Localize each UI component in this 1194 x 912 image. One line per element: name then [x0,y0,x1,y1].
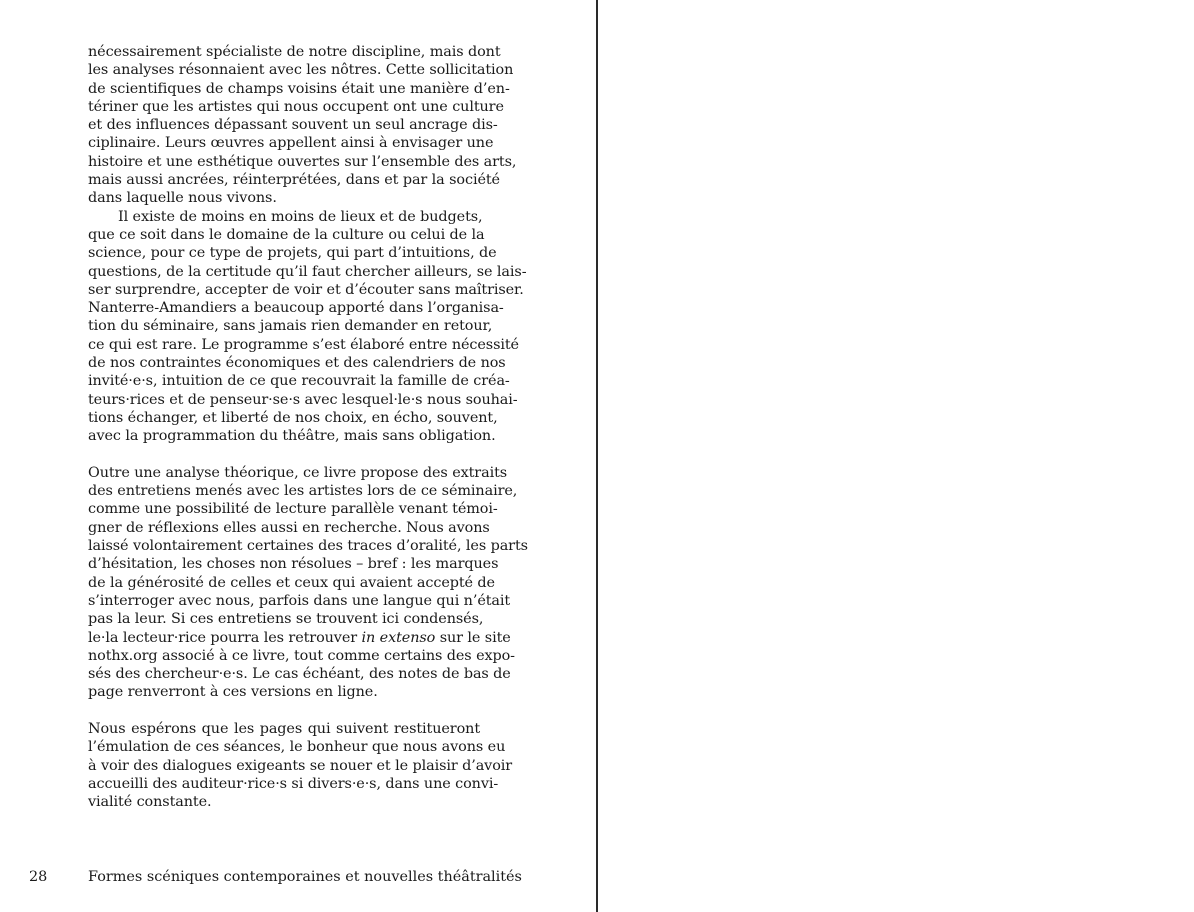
text-line: nécessairement spécialiste de notre discipline, mais dont [88,44,501,60]
paragraph [88,208,527,446]
running-title: Formes scéniques contemporaines et nouvelles théâtralités [88,869,522,885]
text-line: ciplinaire. Leurs œuvres appellent ainsi à envisager une [88,135,494,152]
text-line: vialité constante. [88,794,212,811]
text-line: tériner que les artistes qui nous occupent ont une culture [88,98,504,115]
text-line: tion du séminaire, sans jamais rien demander en retour, [88,318,493,335]
body-text [88,43,528,811]
right-page-blank [598,0,1194,912]
text-line: d’hésitation, les choses non résolues – bref : les marques [88,556,499,573]
page-number: 28 [29,869,48,885]
text-line: mais aussi ancrées, réinterprétées, dans et par la société [88,172,500,189]
text-line: et des influences dépassant souvent un seul ancrage dis- [88,117,498,134]
paragraph [88,43,517,208]
text-line: laissé volontairement certaines des traces d’oralité, les parts [88,538,528,555]
paragraph-gap [88,702,480,720]
text-line: s’interroger avec nous, parfois dans une langue qui n’était [88,592,511,609]
text-line: invité·e·s, intuition de ce que recouvrait la famille de créa- [88,373,510,390]
text-line: pas la leur. Si ces entretiens se trouvent ici condensés, [88,611,484,628]
text-line: Nous espérons que les pages qui suivent restitueront [88,720,480,737]
text-line: questions, de la certitude qu’il faut chercher ailleurs, se lais- [88,263,527,280]
text-line: nothx.org associé à ce livre, tout comme certains des expo- [88,647,515,664]
text-line: l’émulation de ces séances, le bonheur que nous avons eu [88,739,506,756]
text-line: des entretiens menés avec les artistes lors de ce séminaire, [88,483,518,500]
text-line: comme une possibilité de lecture parallèle venant témoi- [88,501,498,518]
text-line: avec la programmation du théâtre, mais sans obligation. [88,428,496,445]
paragraph [88,720,513,811]
text-line: science, pour ce type de projets, qui part d’intuitions, de [88,245,497,262]
text-line: de nos contraintes économiques et des calendriers de nos [88,355,506,372]
text-line: page renverront à ces versions en ligne. [88,684,378,701]
text-line: histoire et une esthétique ouvertes sur l’ensemble des arts, [88,153,517,170]
text-line: teurs·rices et de penseur·se·s avec lesquel·le·s nous souhai- [88,391,518,408]
paragraph [88,464,528,702]
text-line: Outre une analyse théorique, ce livre propose des extraits [88,464,508,481]
text-line: ser surprendre, accepter de voir et d’écouter sans maîtriser. [88,281,524,298]
text-line: le·la lecteur·rice pourra les retrouver in extenso sur le site [88,629,511,646]
text-line: Nanterre-Amandiers a beaucoup apporté dans l’organisa- [88,300,504,317]
text-line: de scientifiques de champs voisins était une manière d’en- [88,80,510,97]
text-line: de la générosité de celles et ceux qui avaient accepté de [88,574,495,591]
text-line: accueilli des auditeur·rice·s si divers·e·s, dans une convi- [88,775,499,792]
text-line: ce qui est rare. Le programme s’est élaboré entre nécessité [88,336,519,353]
text-line: dans laquelle nous vivons. [88,190,277,207]
left-page [0,0,596,912]
text-line: à voir des dialogues exigeants se nouer et le plaisir d’avoir [88,757,513,774]
text-line: gner de réflexions elles aussi en recherche. Nous avons [88,519,490,536]
text-line: sés des chercheur·e·s. Le cas échéant, des notes de bas de [88,666,511,683]
paragraph-gap [88,446,480,464]
text-line: les analyses résonnaient avec les nôtres. Cette sollicitation [88,62,514,79]
text-line: tions échanger, et liberté de nos choix, en écho, souvent, [88,409,498,426]
text-line: que ce soit dans le domaine de la culture ou celui de la [88,226,485,243]
text-line: Il existe de moins en moins de lieux et de budgets, [118,208,483,225]
